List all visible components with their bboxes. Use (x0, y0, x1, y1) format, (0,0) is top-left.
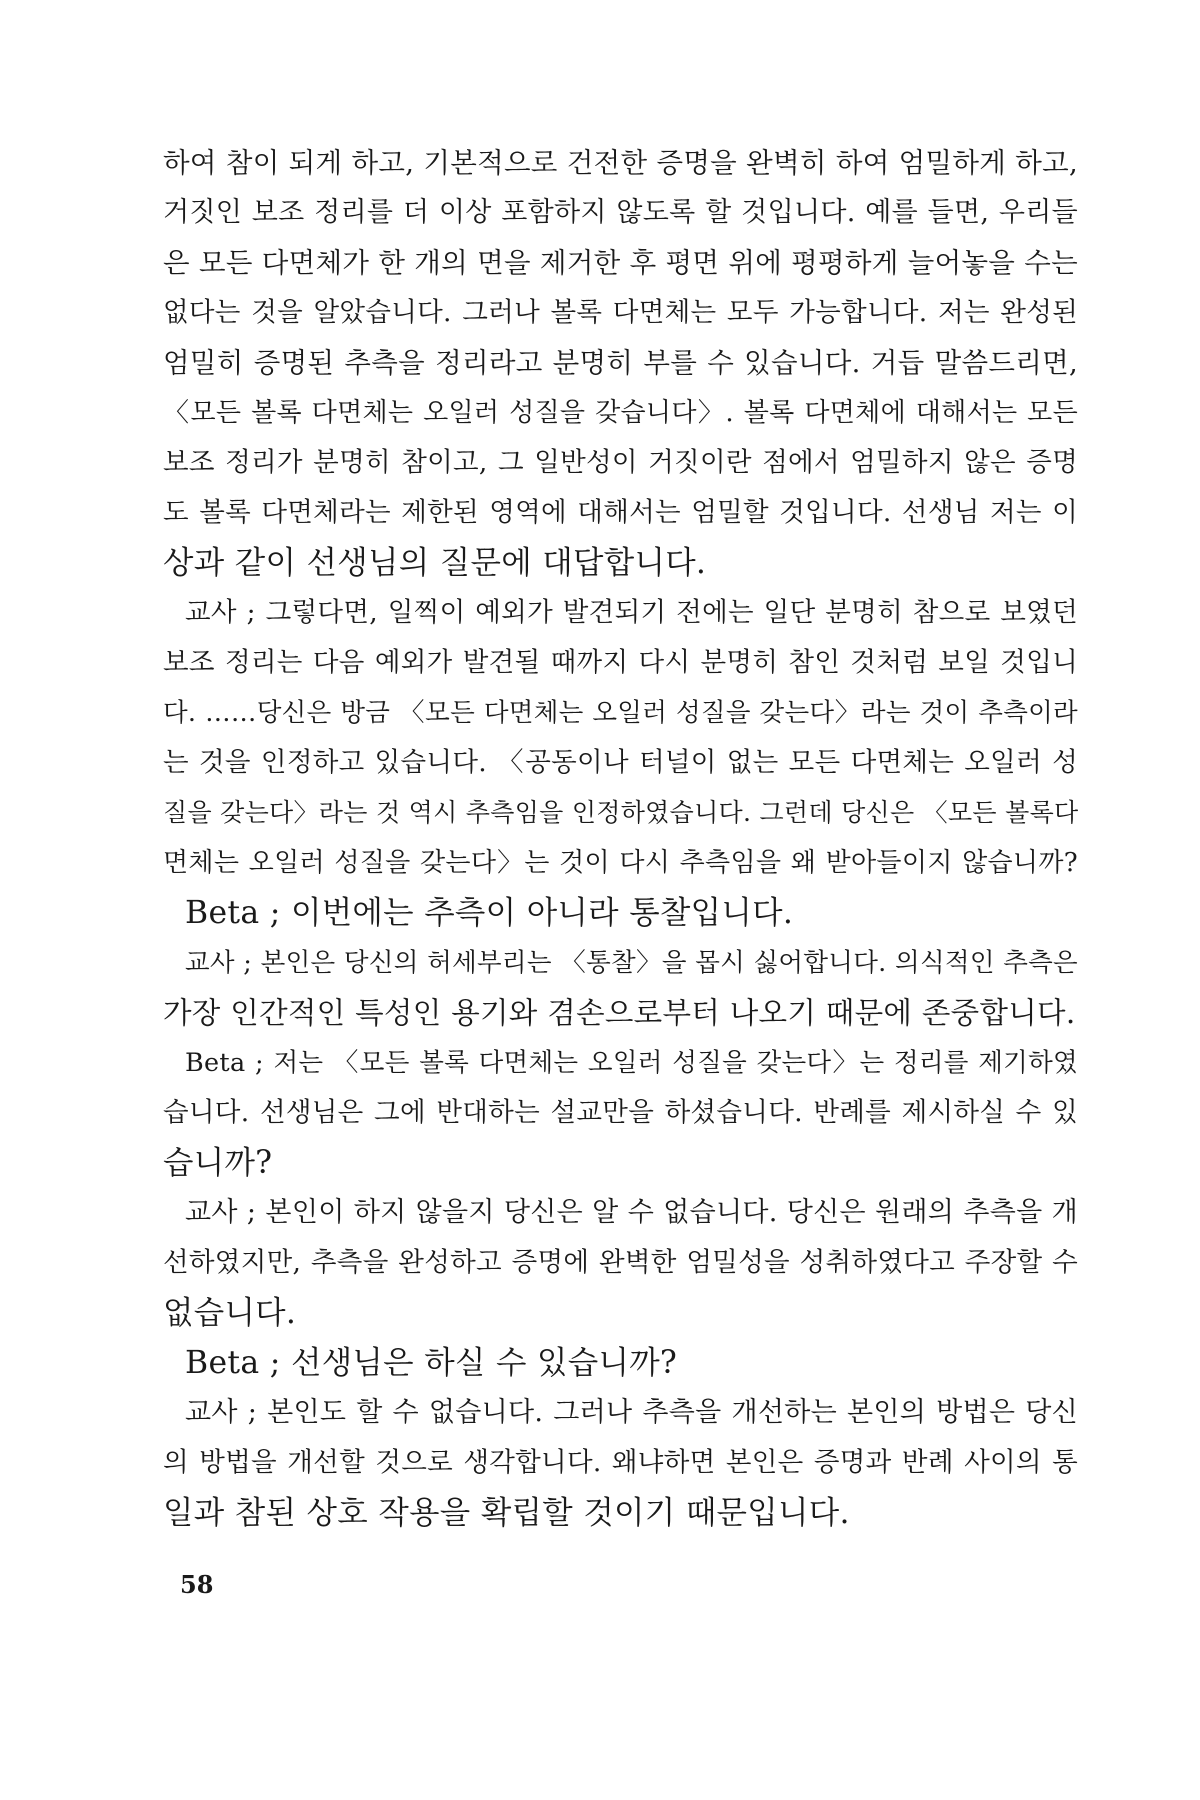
text-line: 교사 ; 본인도 할 수 없습니다. 그러나 추측을 개선하는 본인의 방법은 당신 (185, 1397, 1078, 1428)
text-line: 다. ……당신은 방금 〈모든 다면체는 오일러 성질을 갖는다〉라는 것이 추측이라 (163, 698, 1078, 728)
text-line: 보조 정리가 분명히 참이고, 그 일반성이 거짓이란 점에서 엄밀하지 않은 증명 (163, 447, 1078, 478)
page-number: 58 (180, 1570, 214, 1599)
text-line: 의 방법을 개선할 것으로 생각합니다. 왜냐하면 본인은 증명과 반례 사이의 통 (163, 1447, 1078, 1478)
text-line: 도 볼록 다면체라는 제한된 영역에 대해서는 엄밀할 것입니다. 선생님 저는 이 (163, 497, 1078, 528)
text-line: 거짓인 보조 정리를 더 이상 포함하지 않도록 할 것입니다. 예를 들면, 우리들 (163, 197, 1078, 228)
body-text (163, 138, 1078, 1538)
text-line: 상과 같이 선생님의 질문에 대답합니다. (163, 545, 707, 581)
text-line: Beta ; 선생님은 하실 수 있습니까? (185, 1345, 678, 1381)
text-line: 엄밀히 증명된 추측을 정리라고 분명히 부를 수 있습니다. 거듭 말씀드리면, (163, 347, 1078, 379)
text-line: 없습니다. (163, 1295, 297, 1331)
text-line: 보조 정리는 다음 예외가 발견될 때까지 다시 분명히 참인 것처럼 보일 것입니 (163, 647, 1078, 678)
text-line: 습니까? (163, 1145, 273, 1181)
text-line: 〈모든 볼록 다면체는 오일러 성질을 갖습니다〉. 볼록 다면체에 대해서는 모든 (163, 398, 1078, 428)
text-line: 선하였지만, 추측을 완성하고 증명에 완벽한 엄밀성을 성취하였다고 주장할 수 (163, 1247, 1078, 1278)
text-line: Beta ; 저는 〈모든 볼록 다면체는 오일러 성질을 갖는다〉는 정리를 제기하였 (185, 1048, 1078, 1078)
text-line: 없다는 것을 알았습니다. 그러나 볼록 다면체는 모두 가능합니다. 저는 완성된 (163, 297, 1078, 328)
text-line: 일과 참된 상호 작용을 확립할 것이기 때문입니다. (163, 1495, 850, 1531)
text-line: 가장 인간적인 특성인 용기와 겸손으로부터 나오기 때문에 존중합니다. (163, 996, 1076, 1030)
text-line: 하여 참이 되게 하고, 기본적으로 건전한 증명을 완벽히 하여 엄밀하게 하고, (163, 147, 1078, 179)
text-line: 습니다. 선생님은 그에 반대하는 설교만을 하셨습니다. 반례를 제시하실 수 있 (163, 1097, 1078, 1128)
text-line: 은 모든 다면체가 한 개의 면을 제거한 후 평면 위에 평평하게 늘어놓을 수는 (163, 247, 1078, 279)
text-line: 질을 갖는다〉라는 것 역시 추측임을 인정하였습니다. 그런데 당신은 〈모든 볼록다 (163, 798, 1079, 827)
text-line: 교사 ; 본인은 당신의 허세부리는 〈통찰〉을 몹시 싫어합니다. 의식적인 추측은 (185, 948, 1078, 978)
text-line: Beta ; 이번에는 추측이 아니라 통찰입니다. (185, 895, 794, 931)
text-line: 면체는 오일러 성질을 갖는다〉는 것이 다시 추측임을 왜 받아들이지 않습니까? (163, 848, 1078, 878)
text-line: 는 것을 인정하고 있습니다. 〈공동이나 터널이 없는 모든 다면체는 오일러 성 (163, 747, 1078, 778)
text-line: 교사 ; 그렇다면, 일찍이 예외가 발견되기 전에는 일단 분명히 참으로 보였던 (185, 597, 1078, 628)
text-line: 교사 ; 본인이 하지 않을지 당신은 알 수 없습니다. 당신은 원래의 추측을 개 (185, 1197, 1078, 1228)
